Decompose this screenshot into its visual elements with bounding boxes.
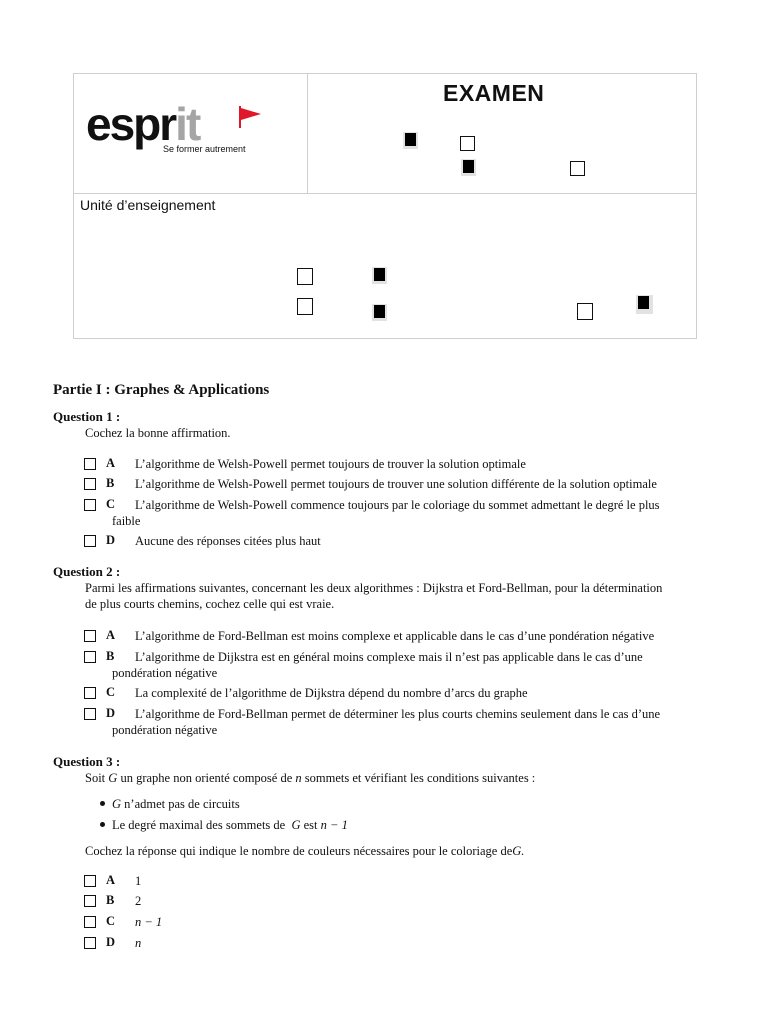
header-checkbox-filled[interactable] [372,267,387,284]
q2-option-c-text: La complexité de l’algorithme de Dijkstra dépend du nombre d’arcs du graphe [135,686,528,700]
question-2-prompt: Parmi les affirmations suivantes, concernant les deux algorithmes : Dijkstra et Ford-Bellman, pour la détermination [85,581,663,595]
q2-option-d-text: L’algorithme de Ford-Bellman permet de déterminer les plus courts chemins seulement dans le cas d’une [135,707,661,721]
q3-option-d-checkbox[interactable] [84,937,96,949]
q3-bullet-2-expr: n − 1 [320,818,348,832]
logo-flag-icon [241,108,261,120]
q2-option-b-checkbox[interactable] [84,651,96,663]
q3-bullet-1-text: n’admet pas de circuits [124,797,240,811]
header-checkbox-filled[interactable] [372,304,387,321]
logo-word-main: espr [86,98,176,150]
logo-word-it: it [175,98,200,150]
header-divider-vertical [307,73,308,194]
question-3-prompt [85,770,535,786]
q1-option-c-letter: C [106,497,116,511]
q3-option-b-checkbox[interactable] [84,895,96,907]
q1-option-c-checkbox[interactable] [84,499,96,511]
q3-option-a-text: 1 [135,874,142,888]
question-2-title: Question 2 : [53,564,121,579]
logo-tagline: Se former autrement [163,144,246,154]
header-checkbox-empty[interactable] [460,136,475,151]
q3-var-g: G [108,771,118,785]
q2-option-c-checkbox[interactable] [84,687,96,699]
q3-bullet-2 [112,817,348,833]
q3-option-c-text: n − 1 [135,915,163,929]
q3-bullet-1 [112,796,240,812]
bullet-icon [100,822,105,827]
q1-option-b-letter: B [106,476,115,490]
q2-option-d-text-cont: pondération négative [112,723,218,737]
q2-option-d-checkbox[interactable] [84,708,96,720]
q1-option-c-text: L’algorithme de Welsh-Powell commence toujours par le coloriage du sommet admettant le degré le plus [135,498,660,512]
q3-bullet-1-var: G [112,797,122,811]
q1-option-d-text: Aucune des réponses citées plus haut [135,534,321,548]
q3-bullet-2-mid: est [303,818,318,832]
q3-option-a-letter: A [106,873,116,887]
q2-option-b-letter: B [106,649,115,663]
q3-bullet-2-var: G [291,818,301,832]
q3-bullet-2-pre: Le degré maximal des sommets de [112,818,286,832]
q3-option-c-checkbox[interactable] [84,916,96,928]
q2-option-b-text: L’algorithme de Dijkstra est en général moins complexe mais il n’est pas applicable dans le cas d’une [135,650,643,664]
q3-prompt-mid: un graphe non orienté composé de [120,771,293,785]
q2-option-c-letter: C [106,685,116,699]
header-divider-horizontal [73,193,697,194]
q3-option-a-checkbox[interactable] [84,875,96,887]
q1-option-b-checkbox[interactable] [84,478,96,490]
q1-option-d-checkbox[interactable] [84,535,96,547]
header-checkbox-filled[interactable] [461,159,476,176]
q1-option-a-letter: A [106,456,116,470]
bullet-icon [100,801,105,806]
q3-option-d-text: n [135,936,142,950]
header-checkbox-filled[interactable] [403,132,418,149]
q3-option-b-text: 2 [135,894,142,908]
q1-option-d-letter: D [106,533,116,547]
q3-ask [85,843,524,859]
q3-var-n: n [295,771,302,785]
q3-ask-var: G. [512,844,525,858]
q1-option-c-text-cont: faible [112,514,141,528]
q1-option-a-text: L’algorithme de Welsh-Powell permet toujours de trouver la solution optimale [135,457,526,471]
question-1-title: Question 1 : [53,409,121,424]
header-checkbox-filled[interactable] [636,295,653,314]
q2-option-a-letter: A [106,628,116,642]
q3-ask-pre: Cochez la réponse qui indique le nombre de couleurs nécessaires pour le coloriage de [85,844,513,858]
q2-option-a-text: L’algorithme de Ford-Bellman est moins complexe et applicable dans le cas d’une pondération négative [135,629,655,643]
question-2-prompt-cont: de plus courts chemins, cochez celle qui est vraie. [85,597,335,611]
header-checkbox-empty[interactable] [570,161,585,176]
q3-option-b-letter: B [106,893,115,907]
q3-prompt-post: sommets et vérifiant les conditions suivantes : [304,771,536,785]
q2-option-b-text-cont: pondération négative [112,666,218,680]
q2-option-d-letter: D [106,706,116,720]
q1-option-b-text: L’algorithme de Welsh-Powell permet toujours de trouver une solution différente de la solution optimale [135,477,657,491]
exam-title: EXAMEN [443,80,545,106]
question-3-title: Question 3 : [53,754,121,769]
header-checkbox-empty[interactable] [297,268,313,285]
question-1-prompt: Cochez la bonne affirmation. [85,426,231,440]
q3-option-c-letter: C [106,914,116,928]
q1-option-a-checkbox[interactable] [84,458,96,470]
q3-prompt-pre: Soit [85,771,106,785]
unite-label: Unité d’enseignement [80,197,216,213]
header-checkbox-empty[interactable] [297,298,313,315]
header-checkbox-empty[interactable] [577,303,593,320]
q2-option-a-checkbox[interactable] [84,630,96,642]
part-title: Partie I : Graphes & Applications [53,382,270,398]
esprit-logo [86,98,246,154]
q3-option-d-letter: D [106,935,116,949]
